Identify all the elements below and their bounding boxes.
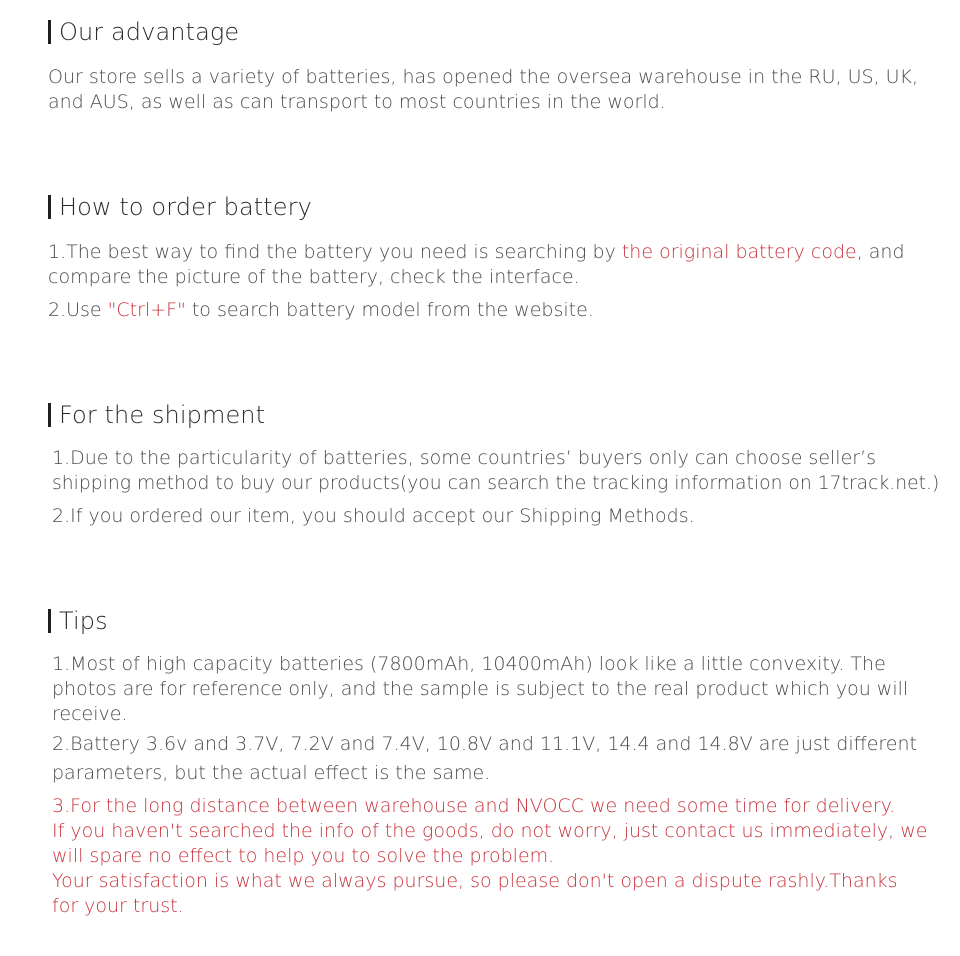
heading-our-advantage [48,18,239,46]
order-point-2 [48,298,594,323]
tips-point-3-line-4: Your satisfaction is what we always pursue, so please don't open a dispute rashly.Thanks [52,870,898,892]
tips-point-3-line-2: If you haven't searched the info of the goods, do not worry, just contact us immediately, we [52,820,928,842]
heading-how-to-order [48,193,312,221]
heading-for-the-shipment [48,401,265,429]
advantage-line-2: and AUS, as well as can transport to most countries in the world. [48,91,666,113]
heading-bar [48,195,51,219]
heading-tips [48,607,108,635]
tips-point-1-line-3: receive. [52,703,128,725]
section-title: Tips [59,607,108,635]
tips-point-2-line-1: 2.Battery 3.6v and 3.7V, 7.2V and 7.4V, 10.8V and 11.1V, 14.4 and 14.8V are just different [52,733,917,755]
tips-point-3-line-1: 3.For the long distance between warehouse and NVOCC we need some time for delivery. [52,795,896,817]
advantage-line-1: Our store sells a variety of batteries, has opened the oversea warehouse in the RU, US, UK, [48,66,919,88]
shipment-point-1-line-2: shipping method to buy our products(you can search the tracking information on 17track.net.) [52,473,940,494]
tips-point-2-line-2: parameters, but the actual effect is the same. [52,762,491,784]
original-battery-code-highlight: the original battery code [621,241,857,263]
heading-bar [48,403,51,427]
tips-point-1-line-2: photos are for reference only, and the sample is subject to the real product which you will [52,678,909,700]
order-point-1-line-2: compare the picture of the battery, check the interface. [48,266,580,288]
tips-point-3-line-3: will spare no effect to help you to solve the problem. [52,845,555,867]
order-point-2-suffix: to search battery model from the website. [185,299,594,321]
tips-point-1-line-1: 1.Most of high capacity batteries (7800mAh, 10400mAh) look like a little convexity. The [52,653,886,675]
heading-bar [48,20,51,44]
order-point-2-prefix: 2.Use [48,299,108,321]
order-point-1-line-1 [48,240,905,265]
section-title: How to order battery [59,193,312,221]
shipment-point-2: 2.If you ordered our item, you should accept our Shipping Methods. [52,505,695,527]
ctrl-f-highlight: "Ctrl+F" [107,299,186,321]
heading-bar [48,609,51,633]
tips-point-3-line-5: for your trust. [52,895,184,917]
order-point-1-suffix: , and [856,241,905,263]
order-point-1-prefix: 1.The best way to find the battery you need is searching by [48,241,622,263]
section-title: Our advantage [59,18,240,46]
shipment-point-1-line-1: 1.Due to the particularity of batteries, some countries’ buyers only can choose seller’s [52,447,877,469]
section-title: For the shipment [59,401,266,429]
